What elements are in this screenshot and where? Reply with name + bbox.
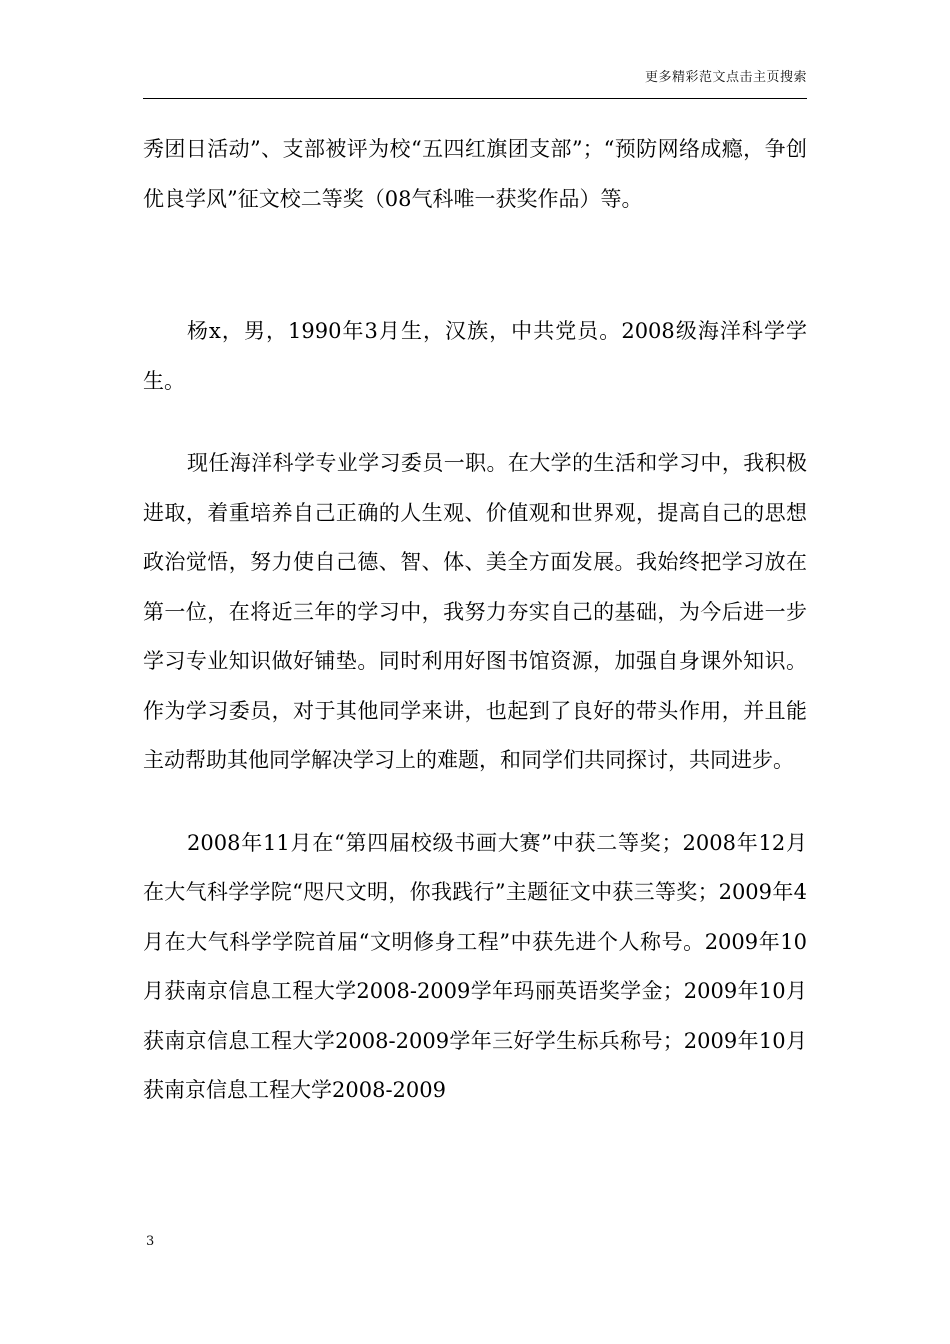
header-search-link[interactable]: 更多精彩范文点击主页搜索 bbox=[644, 70, 807, 85]
paragraph-awards: 2008年11月在“第四届校级书画大赛”中获二等奖；2008年12月在大气科学学院“咫尺文明，你我践行”主题征文中获三等奖；2009年4月在大气科学学院首届“文明修身工程”中获先进个人称号。2009年10月获南京信息工程大学2008-2009学年玛丽英语奖学金；2009年10月获南京信息工程大学2008-2009学年三好学生标兵称号；2009年10月获南京信息工程大学2008-2009 bbox=[143, 830, 807, 1102]
section-gap bbox=[143, 786, 807, 819]
section-gap bbox=[143, 406, 807, 439]
paragraph-role: 现任海洋科学专业学习委员一职。在大学的生活和学习中，我积极进取，着重培养自己正确的人生观、价值观和世界观，提高自己的思想政治觉悟，努力使自己德、智、体、美全方面发展。我始终把学习放在第一位，在将近三年的学习中，我努力夯实自己的基础，为今后进一步学习专业知识做好铺垫。同时利用好图书馆资源，加强自身课外知识。作为学习委员，对于其他同学来讲，也起到了良好的带头作用，并且能主动帮助其他同学解决学习上的难题，和同学们共同探讨，共同进步。 bbox=[143, 451, 807, 772]
document-body bbox=[143, 125, 807, 1116]
section-gap bbox=[143, 224, 807, 307]
paragraph-continued: 秀团日活动”、支部被评为校“五四红旗团支部”；“预防网络成瘾，争创优良学风”征文校二等奖（08气科唯一获奖作品）等。 bbox=[143, 137, 807, 211]
page-number: 3 bbox=[146, 1234, 155, 1249]
header-divider bbox=[143, 98, 807, 99]
paragraph-profile: 杨x，男，1990年3月生，汉族，中共党员。2008级海洋科学学生。 bbox=[143, 319, 807, 393]
